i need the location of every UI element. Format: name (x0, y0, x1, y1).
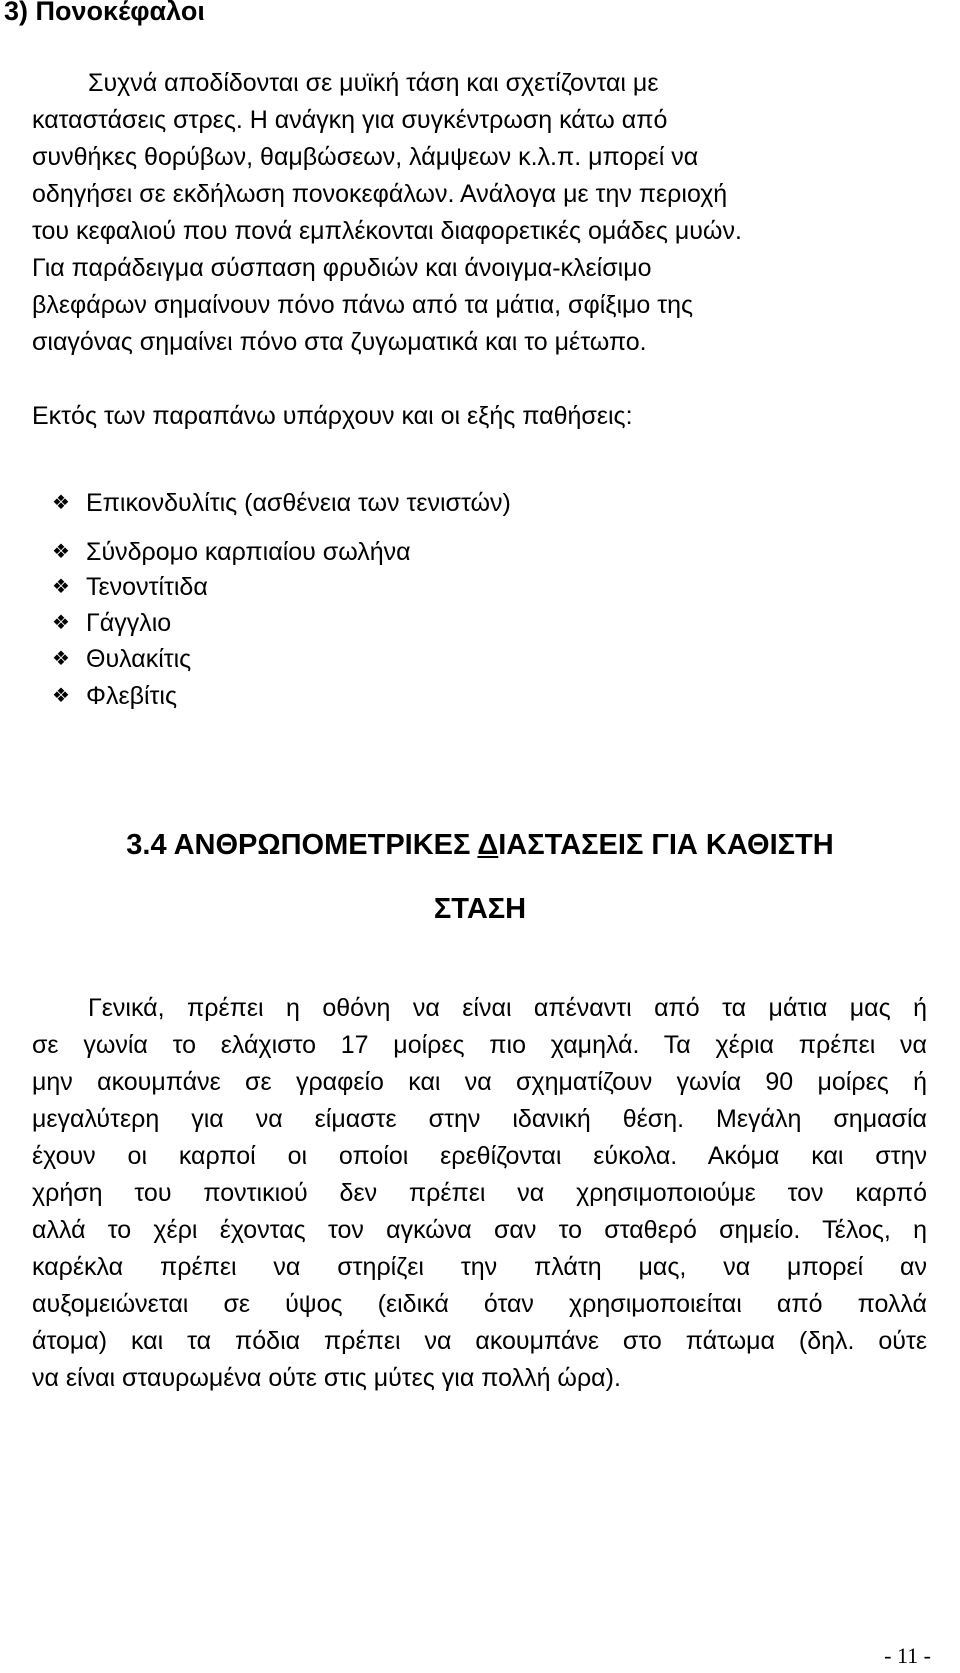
diamond-bullet-icon: ❖ (52, 612, 70, 634)
list-item (52, 534, 411, 571)
conditions-intro: Εκτός των παραπάνω υπάρχουν και οι εξής παθήσεις: (32, 402, 633, 430)
paragraph-line: άτομα) και τα πόδια πρέπει να ακουμπάνε στο πάτωμα (δηλ. ούτε (32, 1327, 927, 1355)
paragraph-line: αυξομειώνεται σε ύψος (ειδικά όταν χρησιμοποιείται από πολλά (32, 1290, 927, 1318)
list-item-label: Γάγγλιο (86, 609, 172, 637)
list-item-label: Φλεβίτις (86, 682, 178, 710)
paragraph-line: χρήση του ποντικιού δεν πρέπει να χρησιμοποιούμε τον καρπό (32, 1179, 927, 1207)
paragraph-line: Συχνά αποδίδονται σε μυϊκή τάση και σχετίζονται με (88, 69, 659, 97)
headache-paragraph (32, 65, 742, 361)
ergonomics-paragraph (32, 990, 927, 1397)
list-item-label: Επικονδυλίτις (ασθένεια των τενιστών) (86, 489, 511, 517)
diamond-bullet-icon: ❖ (52, 492, 70, 514)
paragraph-line: καταστάσεις στρες. Η ανάγκη για συγκέντρωση κάτω από (32, 106, 668, 134)
list-item (52, 641, 191, 678)
paragraph-line: Γενικά, πρέπει η οθόνη να είναι απέναντι από τα μάτια μας ή (88, 994, 927, 1022)
diamond-bullet-icon: ❖ (52, 576, 70, 598)
page-number: - 11 - (884, 1643, 931, 1668)
paragraph-line: οδηγήσει σε εκδήλωση πονοκεφάλων. Ανάλογα με την περιοχή (32, 180, 728, 208)
chapter-title (0, 828, 960, 862)
chapter-title-line2: ΣΤΑΣΗ (433, 893, 527, 925)
paragraph-line: μην ακουμπάνε σε γραφείο και να σχηματίζουν γωνία 90 μοίρες ή (32, 1068, 927, 1096)
paragraph-line: μεγαλύτερη για να είμαστε στην ιδανική θέση. Μεγάλη σημασία (32, 1105, 927, 1133)
list-item-label: Θυλακίτις (86, 645, 192, 673)
paragraph-line: βλεφάρων σημαίνουν πόνο πάνω από τα μάτια, σφίξιμο της (32, 291, 694, 319)
paragraph-line: του κεφαλιού που πονά εμπλέκονται διαφορετικές ομάδες μυών. (32, 217, 742, 245)
paragraph-line: έχουν οι καρποί οι οποίοι ερεθίζονται εύκολα. Ακόμα και στην (32, 1142, 927, 1170)
diamond-bullet-icon: ❖ (52, 685, 70, 707)
paragraph-line: να είναι σταυρωμένα ούτε στις μύτες για πολλή ώρα). (32, 1364, 621, 1392)
paragraph-line: συνθήκες θορύβων, θαμβώσεων, λάμψεων κ.λ.π. μπορεί να (32, 143, 699, 171)
chapter-title-underlined-letter: Δ (477, 829, 499, 861)
paragraph-line: σε γωνία το ελάχιστο 17 μοίρες πιο χαμηλά. Τα χέρια πρέπει να (32, 1031, 927, 1059)
diamond-bullet-icon: ❖ (52, 541, 70, 563)
list-item (52, 569, 208, 606)
diamond-bullet-icon: ❖ (52, 648, 70, 670)
paragraph-line: καρέκλα πρέπει να στηρίζει την πλάτη μας, να μπορεί αν (32, 1253, 927, 1281)
list-item-label: Τενοντίτιδα (86, 573, 208, 601)
paragraph-line: αλλά το χέρι έχοντας τον αγκώνα σαν το σταθερό σημείο. Τέλος, η (32, 1216, 927, 1244)
paragraph-line: Για παράδειγμα σύσπαση φρυδιών και άνοιγμα-κλείσιμο (32, 254, 652, 282)
list-item (52, 485, 511, 522)
chapter-title-prefix: 3.4 ΑΝΘΡΩΠΟΜΕΤΡΙΚΕΣ (126, 829, 478, 861)
list-item (52, 605, 171, 642)
list-item (52, 678, 177, 715)
chapter-title-suffix: ΙΑΣΤΑΣΕΙΣ ΓΙΑ ΚΑΘΙΣΤΗ (498, 829, 834, 861)
section-heading: 3) Πονοκέφαλοι (4, 0, 205, 26)
list-item-label: Σύνδρομο καρπιαίου σωλήνα (86, 538, 411, 566)
paragraph-line: σιαγόνας σημαίνει πόνο στα ζυγωματικά και το μέτωπο. (32, 328, 647, 356)
